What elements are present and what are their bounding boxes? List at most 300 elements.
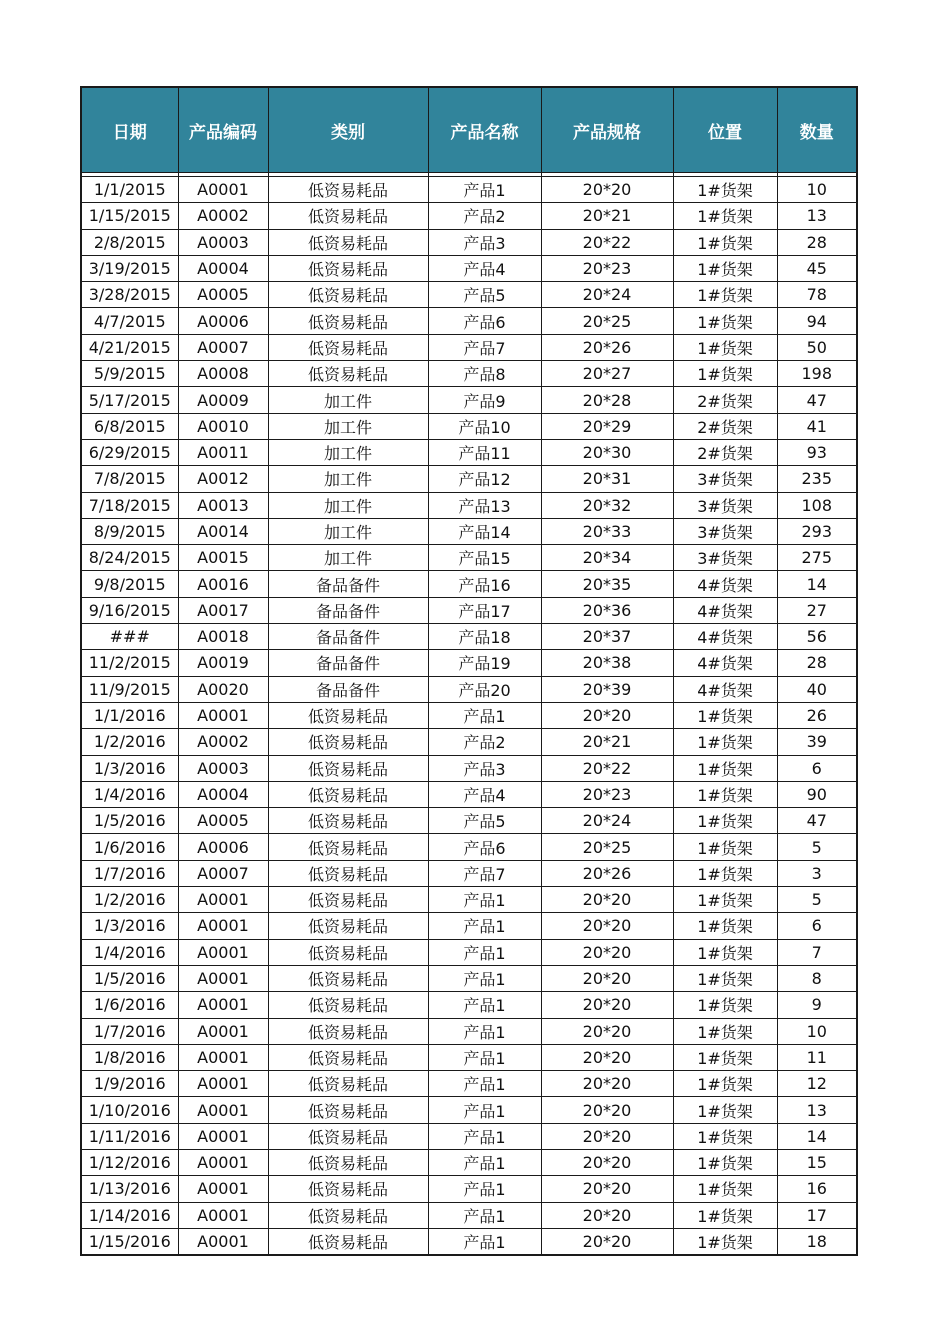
cell-location[interactable]: 3#货架 (673, 545, 777, 571)
cell-product-name[interactable]: 产品1 (428, 1071, 541, 1097)
cell-product-spec[interactable]: 20*23 (541, 255, 673, 281)
cell-date[interactable]: 5/17/2015 (81, 387, 178, 413)
cell-product-code[interactable]: A0004 (178, 255, 268, 281)
cell-product-spec[interactable]: 20*28 (541, 387, 673, 413)
cell-date[interactable]: 6/8/2015 (81, 413, 178, 439)
header-product-spec[interactable]: 产品规格 (541, 87, 673, 173)
cell-product-spec[interactable]: 20*35 (541, 571, 673, 597)
cell-quantity[interactable]: 11 (777, 1044, 857, 1070)
cell-product-spec[interactable]: 20*36 (541, 597, 673, 623)
cell-category[interactable]: 低资易耗品 (268, 992, 428, 1018)
cell-location[interactable]: 1#货架 (673, 361, 777, 387)
cell-product-name[interactable]: 产品6 (428, 834, 541, 860)
cell-category[interactable]: 低资易耗品 (268, 965, 428, 991)
cell-product-name[interactable]: 产品1 (428, 177, 541, 203)
cell-quantity[interactable]: 41 (777, 413, 857, 439)
cell-date[interactable]: 3/28/2015 (81, 282, 178, 308)
cell-location[interactable]: 4#货架 (673, 650, 777, 676)
cell-product-code[interactable]: A0001 (178, 1202, 268, 1228)
cell-location[interactable]: 1#货架 (673, 282, 777, 308)
cell-quantity[interactable]: 47 (777, 387, 857, 413)
cell-product-spec[interactable]: 20*20 (541, 887, 673, 913)
cell-product-code[interactable]: A0001 (178, 702, 268, 728)
cell-quantity[interactable]: 7 (777, 939, 857, 965)
cell-product-code[interactable]: A0012 (178, 466, 268, 492)
cell-date[interactable]: 11/2/2015 (81, 650, 178, 676)
cell-category[interactable]: 低资易耗品 (268, 1018, 428, 1044)
cell-location[interactable]: 1#货架 (673, 755, 777, 781)
cell-category[interactable]: 低资易耗品 (268, 1228, 428, 1255)
cell-date[interactable]: 1/6/2016 (81, 834, 178, 860)
cell-location[interactable]: 1#货架 (673, 1149, 777, 1175)
cell-date[interactable]: 3/19/2015 (81, 255, 178, 281)
cell-product-name[interactable]: 产品2 (428, 203, 541, 229)
cell-product-code[interactable]: A0005 (178, 808, 268, 834)
cell-category[interactable]: 低资易耗品 (268, 1123, 428, 1149)
cell-category[interactable]: 低资易耗品 (268, 755, 428, 781)
cell-category[interactable]: 低资易耗品 (268, 1202, 428, 1228)
cell-date[interactable]: 7/18/2015 (81, 492, 178, 518)
cell-product-code[interactable]: A0001 (178, 1044, 268, 1070)
cell-location[interactable]: 1#货架 (673, 1018, 777, 1044)
cell-date[interactable]: 1/4/2016 (81, 781, 178, 807)
cell-category[interactable]: 加工件 (268, 492, 428, 518)
cell-product-name[interactable]: 产品1 (428, 1044, 541, 1070)
cell-date[interactable]: 11/9/2015 (81, 676, 178, 702)
cell-date[interactable]: 1/15/2015 (81, 203, 178, 229)
cell-product-code[interactable]: A0020 (178, 676, 268, 702)
cell-category[interactable]: 低资易耗品 (268, 308, 428, 334)
cell-product-name[interactable]: 产品1 (428, 1202, 541, 1228)
cell-product-spec[interactable]: 20*27 (541, 361, 673, 387)
cell-quantity[interactable]: 56 (777, 624, 857, 650)
cell-location[interactable]: 1#货架 (673, 887, 777, 913)
cell-category[interactable]: 加工件 (268, 413, 428, 439)
cell-date[interactable]: 2/8/2015 (81, 229, 178, 255)
cell-category[interactable]: 低资易耗品 (268, 282, 428, 308)
cell-category[interactable]: 备品备件 (268, 676, 428, 702)
cell-product-spec[interactable]: 20*22 (541, 229, 673, 255)
cell-category[interactable]: 加工件 (268, 466, 428, 492)
header-product-code[interactable]: 产品编码 (178, 87, 268, 173)
cell-quantity[interactable]: 108 (777, 492, 857, 518)
cell-date[interactable]: 5/9/2015 (81, 361, 178, 387)
cell-category[interactable]: 低资易耗品 (268, 229, 428, 255)
table-row (81, 1149, 857, 1175)
cell-product-spec[interactable]: 20*20 (541, 1097, 673, 1123)
cell-location[interactable]: 1#货架 (673, 781, 777, 807)
cell-product-spec[interactable]: 20*20 (541, 1228, 673, 1255)
cell-product-name[interactable]: 产品10 (428, 413, 541, 439)
cell-location[interactable]: 1#货架 (673, 965, 777, 991)
cell-quantity[interactable]: 3 (777, 860, 857, 886)
cell-product-name[interactable]: 产品3 (428, 755, 541, 781)
cell-product-name[interactable]: 产品3 (428, 229, 541, 255)
cell-category[interactable]: 低资易耗品 (268, 203, 428, 229)
cell-product-spec[interactable]: 20*33 (541, 518, 673, 544)
cell-category[interactable]: 加工件 (268, 545, 428, 571)
table-row (81, 597, 857, 623)
cell-quantity[interactable]: 235 (777, 466, 857, 492)
cell-product-name[interactable]: 产品14 (428, 518, 541, 544)
cell-date[interactable]: 1/9/2016 (81, 1071, 178, 1097)
header-product-name[interactable]: 产品名称 (428, 87, 541, 173)
cell-category[interactable]: 低资易耗品 (268, 913, 428, 939)
cell-product-name[interactable]: 产品20 (428, 676, 541, 702)
cell-quantity[interactable]: 78 (777, 282, 857, 308)
cell-location[interactable]: 1#货架 (673, 860, 777, 886)
cell-product-name[interactable]: 产品1 (428, 887, 541, 913)
cell-product-code[interactable]: A0001 (178, 965, 268, 991)
cell-category[interactable]: 备品备件 (268, 650, 428, 676)
cell-category[interactable]: 低资易耗品 (268, 334, 428, 360)
cell-location[interactable]: 1#货架 (673, 1097, 777, 1123)
cell-category[interactable]: 备品备件 (268, 624, 428, 650)
cell-product-spec[interactable]: 20*20 (541, 1018, 673, 1044)
cell-location[interactable]: 1#货架 (673, 334, 777, 360)
cell-date[interactable]: 1/7/2016 (81, 860, 178, 886)
cell-date[interactable]: 1/3/2016 (81, 913, 178, 939)
cell-quantity[interactable]: 16 (777, 1176, 857, 1202)
cell-product-spec[interactable]: 20*32 (541, 492, 673, 518)
cell-product-name[interactable]: 产品5 (428, 808, 541, 834)
cell-category[interactable]: 低资易耗品 (268, 887, 428, 913)
cell-category[interactable]: 低资易耗品 (268, 1044, 428, 1070)
cell-location[interactable]: 1#货架 (673, 177, 777, 203)
cell-quantity[interactable]: 28 (777, 650, 857, 676)
cell-product-name[interactable]: 产品4 (428, 255, 541, 281)
cell-category[interactable]: 低资易耗品 (268, 1097, 428, 1123)
table-row (81, 729, 857, 755)
cell-product-code[interactable]: A0001 (178, 1123, 268, 1149)
cell-location[interactable]: 2#货架 (673, 413, 777, 439)
cell-category[interactable]: 低资易耗品 (268, 1071, 428, 1097)
cell-location[interactable]: 1#货架 (673, 1044, 777, 1070)
cell-date[interactable]: 1/1/2015 (81, 177, 178, 203)
cell-quantity[interactable]: 45 (777, 255, 857, 281)
cell-quantity[interactable]: 293 (777, 518, 857, 544)
cell-product-code[interactable]: A0003 (178, 755, 268, 781)
cell-date[interactable]: 1/13/2016 (81, 1176, 178, 1202)
cell-product-spec[interactable]: 20*26 (541, 860, 673, 886)
cell-product-code[interactable]: A0001 (178, 992, 268, 1018)
cell-product-name[interactable]: 产品1 (428, 1176, 541, 1202)
cell-product-code[interactable]: A0002 (178, 729, 268, 755)
cell-date[interactable]: 1/5/2016 (81, 965, 178, 991)
cell-product-name[interactable]: 产品1 (428, 1097, 541, 1123)
cell-product-name[interactable]: 产品1 (428, 702, 541, 728)
cell-location[interactable]: 1#货架 (673, 1202, 777, 1228)
cell-date[interactable]: 1/11/2016 (81, 1123, 178, 1149)
cell-product-spec[interactable]: 20*20 (541, 702, 673, 728)
table-row (81, 965, 857, 991)
cell-quantity[interactable]: 39 (777, 729, 857, 755)
cell-date[interactable]: 1/12/2016 (81, 1149, 178, 1175)
cell-product-spec[interactable]: 20*34 (541, 545, 673, 571)
cell-product-code[interactable]: A0017 (178, 597, 268, 623)
cell-location[interactable]: 3#货架 (673, 492, 777, 518)
cell-product-code[interactable]: A0010 (178, 413, 268, 439)
cell-category[interactable]: 低资易耗品 (268, 781, 428, 807)
cell-location[interactable]: 4#货架 (673, 597, 777, 623)
cell-quantity[interactable]: 13 (777, 1097, 857, 1123)
cell-product-spec[interactable]: 20*21 (541, 203, 673, 229)
cell-product-code[interactable]: A0004 (178, 781, 268, 807)
cell-category[interactable]: 低资易耗品 (268, 1149, 428, 1175)
cell-product-name[interactable]: 产品8 (428, 361, 541, 387)
cell-quantity[interactable]: 8 (777, 965, 857, 991)
cell-category[interactable]: 备品备件 (268, 597, 428, 623)
cell-product-name[interactable]: 产品1 (428, 965, 541, 991)
cell-product-name[interactable]: 产品11 (428, 439, 541, 465)
cell-product-code[interactable]: A0006 (178, 834, 268, 860)
cell-product-spec[interactable]: 20*23 (541, 781, 673, 807)
cell-product-code[interactable]: A0011 (178, 439, 268, 465)
cell-quantity[interactable]: 17 (777, 1202, 857, 1228)
cell-category[interactable]: 加工件 (268, 439, 428, 465)
cell-category[interactable]: 低资易耗品 (268, 939, 428, 965)
cell-product-code[interactable]: A0015 (178, 545, 268, 571)
cell-date[interactable]: 4/7/2015 (81, 308, 178, 334)
cell-product-code[interactable]: A0014 (178, 518, 268, 544)
cell-product-spec[interactable]: 20*37 (541, 624, 673, 650)
cell-location[interactable]: 1#货架 (673, 203, 777, 229)
cell-category[interactable]: 低资易耗品 (268, 177, 428, 203)
cell-date[interactable]: 1/4/2016 (81, 939, 178, 965)
cell-quantity[interactable]: 10 (777, 1018, 857, 1044)
cell-product-name[interactable]: 产品1 (428, 1123, 541, 1149)
cell-category[interactable]: 加工件 (268, 387, 428, 413)
cell-location[interactable]: 3#货架 (673, 518, 777, 544)
cell-product-spec[interactable]: 20*29 (541, 413, 673, 439)
cell-date[interactable]: 1/3/2016 (81, 755, 178, 781)
cell-product-code[interactable]: A0001 (178, 887, 268, 913)
cell-product-name[interactable]: 产品1 (428, 992, 541, 1018)
cell-date[interactable]: ### (81, 624, 178, 650)
cell-quantity[interactable]: 47 (777, 808, 857, 834)
cell-product-code[interactable]: A0001 (178, 1228, 268, 1255)
cell-product-code[interactable]: A0007 (178, 334, 268, 360)
cell-date[interactable]: 1/5/2016 (81, 808, 178, 834)
cell-product-name[interactable]: 产品19 (428, 650, 541, 676)
cell-date[interactable]: 1/10/2016 (81, 1097, 178, 1123)
cell-product-spec[interactable]: 20*20 (541, 939, 673, 965)
cell-quantity[interactable]: 6 (777, 913, 857, 939)
cell-location[interactable]: 1#货架 (673, 1071, 777, 1097)
cell-location[interactable]: 1#货架 (673, 229, 777, 255)
cell-product-spec[interactable]: 20*25 (541, 308, 673, 334)
cell-category[interactable]: 低资易耗品 (268, 255, 428, 281)
cell-quantity[interactable]: 93 (777, 439, 857, 465)
cell-category[interactable]: 加工件 (268, 518, 428, 544)
cell-category[interactable]: 低资易耗品 (268, 361, 428, 387)
cell-product-spec[interactable]: 20*20 (541, 1149, 673, 1175)
cell-product-name[interactable]: 产品2 (428, 729, 541, 755)
cell-date[interactable]: 8/24/2015 (81, 545, 178, 571)
cell-date[interactable]: 1/7/2016 (81, 1018, 178, 1044)
cell-product-name[interactable]: 产品1 (428, 1228, 541, 1255)
cell-product-spec[interactable]: 20*31 (541, 466, 673, 492)
cell-product-code[interactable]: A0007 (178, 860, 268, 886)
cell-product-spec[interactable]: 20*39 (541, 676, 673, 702)
cell-product-code[interactable]: A0001 (178, 1071, 268, 1097)
cell-location[interactable]: 1#货架 (673, 729, 777, 755)
header-location[interactable]: 位置 (673, 87, 777, 173)
cell-product-spec[interactable]: 20*20 (541, 1123, 673, 1149)
cell-date[interactable]: 1/2/2016 (81, 887, 178, 913)
cell-product-code[interactable]: A0003 (178, 229, 268, 255)
cell-location[interactable]: 1#货架 (673, 308, 777, 334)
cell-product-code[interactable]: A0009 (178, 387, 268, 413)
cell-product-code[interactable]: A0008 (178, 361, 268, 387)
cell-quantity[interactable]: 5 (777, 887, 857, 913)
cell-location[interactable]: 1#货架 (673, 1176, 777, 1202)
cell-product-name[interactable]: 产品16 (428, 571, 541, 597)
cell-location[interactable]: 3#货架 (673, 466, 777, 492)
cell-location[interactable]: 1#货架 (673, 834, 777, 860)
cell-date[interactable]: 6/29/2015 (81, 439, 178, 465)
cell-product-code[interactable]: A0001 (178, 1176, 268, 1202)
cell-product-code[interactable]: A0016 (178, 571, 268, 597)
cell-product-code[interactable]: A0005 (178, 282, 268, 308)
cell-product-code[interactable]: A0001 (178, 1097, 268, 1123)
cell-product-code[interactable]: A0018 (178, 624, 268, 650)
cell-quantity[interactable]: 18 (777, 1228, 857, 1255)
cell-location[interactable]: 4#货架 (673, 624, 777, 650)
cell-product-code[interactable]: A0019 (178, 650, 268, 676)
cell-product-code[interactable]: A0001 (178, 1149, 268, 1175)
cell-location[interactable]: 4#货架 (673, 676, 777, 702)
cell-product-name[interactable]: 产品9 (428, 387, 541, 413)
cell-quantity[interactable]: 15 (777, 1149, 857, 1175)
cell-category[interactable]: 低资易耗品 (268, 729, 428, 755)
cell-product-spec[interactable]: 20*22 (541, 755, 673, 781)
cell-category[interactable]: 低资易耗品 (268, 834, 428, 860)
cell-product-name[interactable]: 产品1 (428, 939, 541, 965)
cell-date[interactable]: 9/16/2015 (81, 597, 178, 623)
cell-product-name[interactable]: 产品1 (428, 913, 541, 939)
cell-quantity[interactable]: 50 (777, 334, 857, 360)
cell-date[interactable]: 1/6/2016 (81, 992, 178, 1018)
cell-product-spec[interactable]: 20*20 (541, 965, 673, 991)
cell-category[interactable]: 低资易耗品 (268, 702, 428, 728)
cell-product-spec[interactable]: 20*30 (541, 439, 673, 465)
cell-date[interactable]: 9/8/2015 (81, 571, 178, 597)
cell-date[interactable]: 1/2/2016 (81, 729, 178, 755)
cell-product-code[interactable]: A0001 (178, 913, 268, 939)
cell-product-code[interactable]: A0001 (178, 177, 268, 203)
cell-product-spec[interactable]: 20*21 (541, 729, 673, 755)
cell-product-spec[interactable]: 20*26 (541, 334, 673, 360)
cell-location[interactable]: 2#货架 (673, 439, 777, 465)
cell-quantity[interactable]: 198 (777, 361, 857, 387)
cell-date[interactable]: 8/9/2015 (81, 518, 178, 544)
cell-date[interactable]: 1/15/2016 (81, 1228, 178, 1255)
cell-product-spec[interactable]: 20*20 (541, 1202, 673, 1228)
cell-product-spec[interactable]: 20*20 (541, 177, 673, 203)
table-row (81, 1018, 857, 1044)
cell-quantity[interactable]: 94 (777, 308, 857, 334)
cell-quantity[interactable]: 10 (777, 177, 857, 203)
cell-quantity[interactable]: 26 (777, 702, 857, 728)
cell-location[interactable]: 1#货架 (673, 1228, 777, 1255)
header-quantity[interactable]: 数量 (777, 87, 857, 173)
cell-product-name[interactable]: 产品12 (428, 466, 541, 492)
cell-product-name[interactable]: 产品1 (428, 1149, 541, 1175)
cell-location[interactable]: 1#货架 (673, 992, 777, 1018)
cell-date[interactable]: 7/8/2015 (81, 466, 178, 492)
cell-product-name[interactable]: 产品18 (428, 624, 541, 650)
cell-quantity[interactable]: 5 (777, 834, 857, 860)
cell-product-name[interactable]: 产品7 (428, 334, 541, 360)
cell-date[interactable]: 1/14/2016 (81, 1202, 178, 1228)
cell-quantity[interactable]: 27 (777, 597, 857, 623)
cell-quantity[interactable]: 14 (777, 1123, 857, 1149)
cell-quantity[interactable]: 90 (777, 781, 857, 807)
cell-product-name[interactable]: 产品17 (428, 597, 541, 623)
cell-location[interactable]: 1#货架 (673, 1123, 777, 1149)
cell-product-spec[interactable]: 20*25 (541, 834, 673, 860)
cell-product-code[interactable]: A0001 (178, 1018, 268, 1044)
cell-category[interactable]: 备品备件 (268, 571, 428, 597)
cell-product-name[interactable]: 产品15 (428, 545, 541, 571)
cell-product-spec[interactable]: 20*24 (541, 808, 673, 834)
cell-location[interactable]: 1#货架 (673, 939, 777, 965)
cell-product-spec[interactable]: 20*20 (541, 1071, 673, 1097)
cell-product-name[interactable]: 产品5 (428, 282, 541, 308)
cell-quantity[interactable]: 14 (777, 571, 857, 597)
cell-location[interactable]: 1#货架 (673, 913, 777, 939)
cell-location[interactable]: 1#货架 (673, 808, 777, 834)
cell-product-name[interactable]: 产品7 (428, 860, 541, 886)
cell-category[interactable]: 低资易耗品 (268, 808, 428, 834)
header-date[interactable]: 日期 (81, 87, 178, 173)
cell-quantity[interactable]: 6 (777, 755, 857, 781)
cell-category[interactable]: 低资易耗品 (268, 860, 428, 886)
cell-quantity[interactable]: 9 (777, 992, 857, 1018)
cell-category[interactable]: 低资易耗品 (268, 1176, 428, 1202)
cell-date[interactable]: 1/1/2016 (81, 702, 178, 728)
cell-quantity[interactable]: 13 (777, 203, 857, 229)
cell-product-name[interactable]: 产品1 (428, 1018, 541, 1044)
cell-quantity[interactable]: 40 (777, 676, 857, 702)
cell-quantity[interactable]: 28 (777, 229, 857, 255)
cell-date[interactable]: 4/21/2015 (81, 334, 178, 360)
cell-product-spec[interactable]: 20*20 (541, 1044, 673, 1070)
cell-product-spec[interactable]: 20*20 (541, 913, 673, 939)
cell-product-name[interactable]: 产品6 (428, 308, 541, 334)
header-row (81, 87, 857, 173)
cell-location[interactable]: 1#货架 (673, 702, 777, 728)
cell-location[interactable]: 1#货架 (673, 255, 777, 281)
cell-product-code[interactable]: A0002 (178, 203, 268, 229)
cell-product-name[interactable]: 产品4 (428, 781, 541, 807)
cell-product-code[interactable]: A0006 (178, 308, 268, 334)
cell-product-spec[interactable]: 20*38 (541, 650, 673, 676)
cell-quantity[interactable]: 275 (777, 545, 857, 571)
cell-product-code[interactable]: A0013 (178, 492, 268, 518)
cell-product-spec[interactable]: 20*20 (541, 992, 673, 1018)
cell-product-spec[interactable]: 20*24 (541, 282, 673, 308)
cell-product-code[interactable]: A0001 (178, 939, 268, 965)
cell-location[interactable]: 2#货架 (673, 387, 777, 413)
cell-product-spec[interactable]: 20*20 (541, 1176, 673, 1202)
header-category[interactable]: 类别 (268, 87, 428, 173)
cell-product-name[interactable]: 产品13 (428, 492, 541, 518)
cell-quantity[interactable]: 12 (777, 1071, 857, 1097)
cell-location[interactable]: 4#货架 (673, 571, 777, 597)
cell-date[interactable]: 1/8/2016 (81, 1044, 178, 1070)
